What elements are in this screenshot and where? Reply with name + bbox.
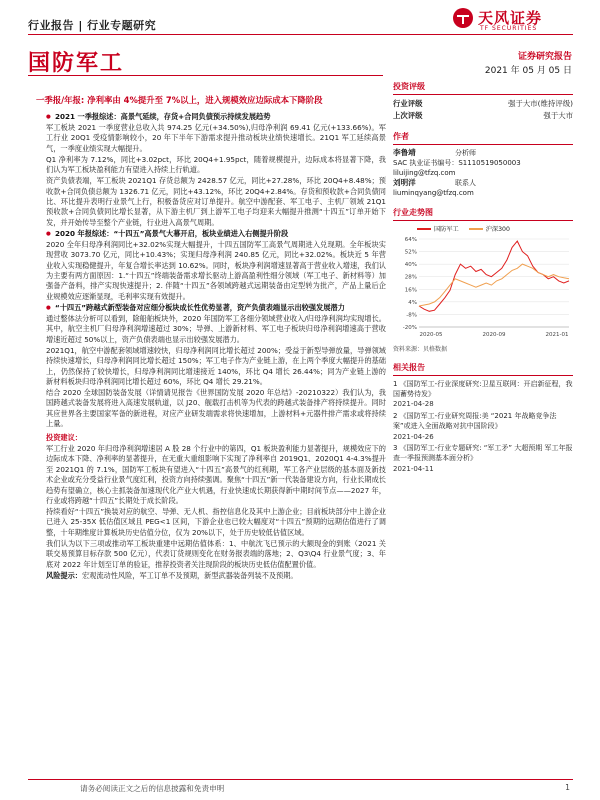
y-tick-label: 4% <box>408 299 417 306</box>
x-tick-label: 2020-09 <box>482 332 506 338</box>
header-divider <box>28 34 573 35</box>
y-tick-label: 16% <box>404 287 417 294</box>
related-report-2-date: 2021-04-26 <box>393 432 434 441</box>
chart-source: 资料来源：贝格数据 <box>393 346 448 353</box>
x-tick-label: 2020-05 <box>419 332 443 338</box>
paragraph-2021q1-segments: 2021Q1，航空中游配套领域增速较快，归母净利润同比增长超过 200%；受益于新型导弹放量，导弹领域持续快速增长，归母净利润同比增长超过 150%；军工电子作为产业链上游，在上两个季度大幅提升的基础上，仍然保持了较快增长，归母净利润同比增速接近 140%，环比 Q4 增长 26.44%；同为产业链上游的新材料板块归母净利润同比增长超过 60%，环比 Q4 增长 29.21%。 <box>46 345 386 386</box>
title-divider <box>28 75 383 76</box>
related-report-3[interactable] <box>393 443 573 474</box>
tf-securities-logo <box>452 4 572 36</box>
author-1-name: 李鲁靖 <box>393 148 416 157</box>
legend-label-hs300: 沪深300 <box>485 226 510 233</box>
author-1-email: liluijing@tfzq.com <box>393 169 456 177</box>
paragraph-q1-revenue: 军工板块 2021 一季度营业总收入共 974.25 亿元(+34.50%),归母净利润 69.41 亿元(+133.66%)。军工行业 20Q1 受疫情影响较小，20 年下半年下游需求提升推动板块业绩快速增长。21Q1 军工延续高景气，一季度业绩实现大幅提升。 <box>46 123 386 153</box>
legend-item-defense <box>417 224 459 233</box>
footer-divider <box>28 779 573 780</box>
related-report-1-date: 2021-04-28 <box>393 400 434 409</box>
investment-advice-2: 持续看好“十四五”换装对应的航空、导弹、无人机、指控信息化及其中上游企业；目前板块部分中上游企业已进入 25-35X 低估值区域且 PEG<1 区间，下游企业也已较大幅度对“十四五”预期的远期估值进行了调整，十年期维度计算板块历史估值分位，仅为 20%以下，处于历史较低估值区域。 <box>46 506 386 537</box>
summary-lead-q1: ● 2021 一季报综述：高景气延续，存货+合同负债预示持续发展趋势 <box>46 112 386 122</box>
related-report-2-text: 2 《国防军工-行业研究周报:美 “2021 年战略竞争法案”或进入全面战略对抗中国阶段》 <box>393 412 557 431</box>
paragraph-q1-margin: Q1 净利率为 7.12%，同比+3.02pct，环比 20Q4+1.95pct，随着规模提升，边际成本将显著下降，我们认为军工板块盈利能力有望进入持续上行轨道。 <box>46 154 386 175</box>
author-2 <box>393 178 573 198</box>
industry-rating-row <box>393 98 573 110</box>
page-title: 国防军工 <box>28 51 125 76</box>
legend-swatch-defense <box>417 228 431 230</box>
main-content <box>46 112 386 582</box>
trend-section-title: 行业走势图 <box>393 204 573 221</box>
investment-advice-title: 投资建议： <box>46 432 82 442</box>
industry-rating-value: 强于大市(维持评级) <box>508 99 573 108</box>
y-tick-label: -8% <box>406 312 417 319</box>
author-section-title: 作者 <box>393 128 573 145</box>
risk-text: 宏观流动性风险，军工订单不及预期，新型武器装备列装不及预期。 <box>81 570 298 580</box>
paragraph-annual: 2020 全年归母净利润同比+32.02%实现大幅提升，十四五国防军工高景气周期进入兑现期。全年板块实现营收 3073.70 亿元，同比+10.43%；实现归母净利润 240.85 亿元，同比+32.02%。板块近 5 年营业收入实现稳健提升，年复合增长率达到 10.62%。同时，板块净利润增速显著高于营业收入增速，我们认为主要有两方面原因：1.“十四五”终端装备需求增长驱动上游高盈利性细分领域（军工电子、新材料等）加强备产备料，排产实现快速提升；2. 伴随“十四五”各领域跨越式远期装备由定型转为批产，产品上量后企业规模效应逐渐显现，毛利率实现有效提升。 <box>46 239 386 301</box>
y-tick-label: 28% <box>404 274 417 281</box>
risk-title: 风险提示： <box>46 570 82 580</box>
paragraph-balance-sheet: 资产负债表端，军工板块 2021Q1 存货总额为 2428.57 亿元，同比+27.28%，环比 20Q4+8.48%；预收款+合同负债总额为 1326.71 亿元，同比+43.12%，环比 20Q4+2.84%。存货和预收款+合同负债同比、环比提升表明行业景气上行，积极备货应对订单提升。航空中游配套、军工电子、主机厂领域 21Q1 预收款+合同负债同比增长显著，从下游主机厂到上游军工电子均迎来大幅提升推测“十四五”订单开始下发，并开始传导至整个产业链，行业进入高景气周期。 <box>46 176 386 227</box>
author-2-name: 刘明洋 <box>393 178 416 187</box>
legend-swatch-hs300 <box>469 228 483 230</box>
previous-rating-value: 强于大市 <box>543 111 573 120</box>
author-1-license: SAC 执业证书编号：S1110519050003 <box>393 159 521 167</box>
x-tick-label: 2021-01 <box>545 332 569 338</box>
report-section: 行业报告 | 行业专题研究 <box>28 19 157 32</box>
y-tick-label: 40% <box>404 262 417 269</box>
previous-rating-label: 上次评级 <box>393 111 423 120</box>
risk-warning <box>46 571 386 581</box>
logo-text-en: TF SECURITIES <box>480 25 538 32</box>
sidebar <box>393 78 573 475</box>
summary-lead-annual: ● 2020 年报综述：“十四五”高景气大幕开启，板块业绩进入右侧提升阶段 <box>46 229 386 239</box>
related-report-3-text: 3 《国防军工-行业专题研究: “军工矛” 大超预期 军工年报查一季报预测基本面分析》 <box>393 444 573 463</box>
report-type: 证券研究报告 <box>517 52 572 62</box>
author-2-email: liuminqyang@tfzq.com <box>393 189 474 197</box>
chart-legend <box>417 224 573 233</box>
investment-advice-1: 军工行业 2020 年归母净利润增速居 A 股 28 个行业中的第四，Q1 板块盈利能力显著提升，规模效应下的边际成本下降、净利率的显著提升，在无重大重组影响下实现了净利率自 2019Q1、2020Q1 4-4.3%提升至 2021Q1 的 7.1%，国防军工板块有望进入“十四五”高景气的红利期，军工各产业层级的基本面及新技术企业或充分受益行业景气度红利，投资方向持续强调。聚焦“十四五”新一代装备建设方向，行业长期成长趋势有望确立，核心主抓装备加速现代化产业大机遇，行业快速成长期获得新中期时间节点——2027 年，行业或将跨越“十四五”长期处于成长阶段。 <box>46 443 386 505</box>
related-report-2[interactable] <box>393 411 573 442</box>
tf-logo-icon <box>452 7 474 29</box>
paragraph-segments: 通过整体法分析可以看到，除船舶板块外，2020 年国防军工各细分领域营业收入/归母净利润均实现增长。其中，航空主机厂归母净利润增速超过 30%；导弹、上游新材料、军工电子板块归母净利润增速高于营收增速近超过 50%以上，资产负债表端也显示出较强发展潜力。 <box>46 313 386 344</box>
author-1-role: 分析师 <box>455 149 476 157</box>
y-tick-label: 52% <box>404 249 417 256</box>
y-tick-label: 64% <box>404 237 417 243</box>
trend-chart-svg <box>393 233 573 343</box>
legend-item-hs300 <box>469 224 510 233</box>
report-headline: 一季报/年报: 净利率由 4%提升至 7%以上，进入规模效应边际成本下降阶段 <box>36 95 323 105</box>
author-1 <box>393 148 573 178</box>
report-date: 2021 年 05 月 05 日 <box>484 66 572 76</box>
y-tick-label: -20% <box>402 325 417 331</box>
industry-rating-label: 行业评级 <box>393 99 423 108</box>
series-line-2 <box>419 264 569 306</box>
logo-text-cn: 天风证券 <box>478 9 543 27</box>
industry-trend-chart <box>393 233 573 343</box>
related-report-3-date: 2021-04-11 <box>393 464 434 473</box>
paragraph-global-defense: 结合 2020 全球国防装备发展（详情请见报告《世界国防发展 2020 年总结》-20210322）我们认为，我国跨越式装备发展将进入高速发展轨道，以 J20、舰载打击机等为代表的跨越式装备排产将持续提升。同时其应世界各主要国家军备的新进程，对应产业研发端需求将快速增加，上游材料+元器件排产需求或将持续上量。 <box>46 387 386 429</box>
rating-section-title: 投资评级 <box>393 78 573 95</box>
author-2-role: 联系人 <box>455 179 476 187</box>
investment-advice-3: 我们认为以下三项或推动军工板块重建中远期估值体系：1、中航沈飞已预示的大额现金的到账（2021 关联交易预算目标存款 500 亿元），代表订货规则变化在财务报表端的落地；2、Q3\Q4 行业景气度；3、年底对 2022 年计划至订单的验证，推荐投资者关注现阶段的板块历史低估值配置价值。 <box>46 538 386 569</box>
related-section-title: 相关报告 <box>393 359 573 376</box>
related-reports <box>393 379 573 474</box>
related-report-1-text: 1 《国防军工-行业深度研究:卫星互联网：开启新征程，我国蓄势待发》 <box>393 380 573 399</box>
related-report-1[interactable] <box>393 379 573 410</box>
legend-label-defense: 国防军工 <box>434 226 459 233</box>
summary-lead-segments: ● “十四五”跨越式新型装备对应细分板块成长性优势显著，资产负债表端显示出较强发展潜力 <box>46 303 386 313</box>
previous-rating-row <box>393 110 573 122</box>
footer-disclaimer: 请务必阅读正文之后的信息披露和免责申明 <box>80 784 225 793</box>
page-number: 1 <box>565 783 570 792</box>
